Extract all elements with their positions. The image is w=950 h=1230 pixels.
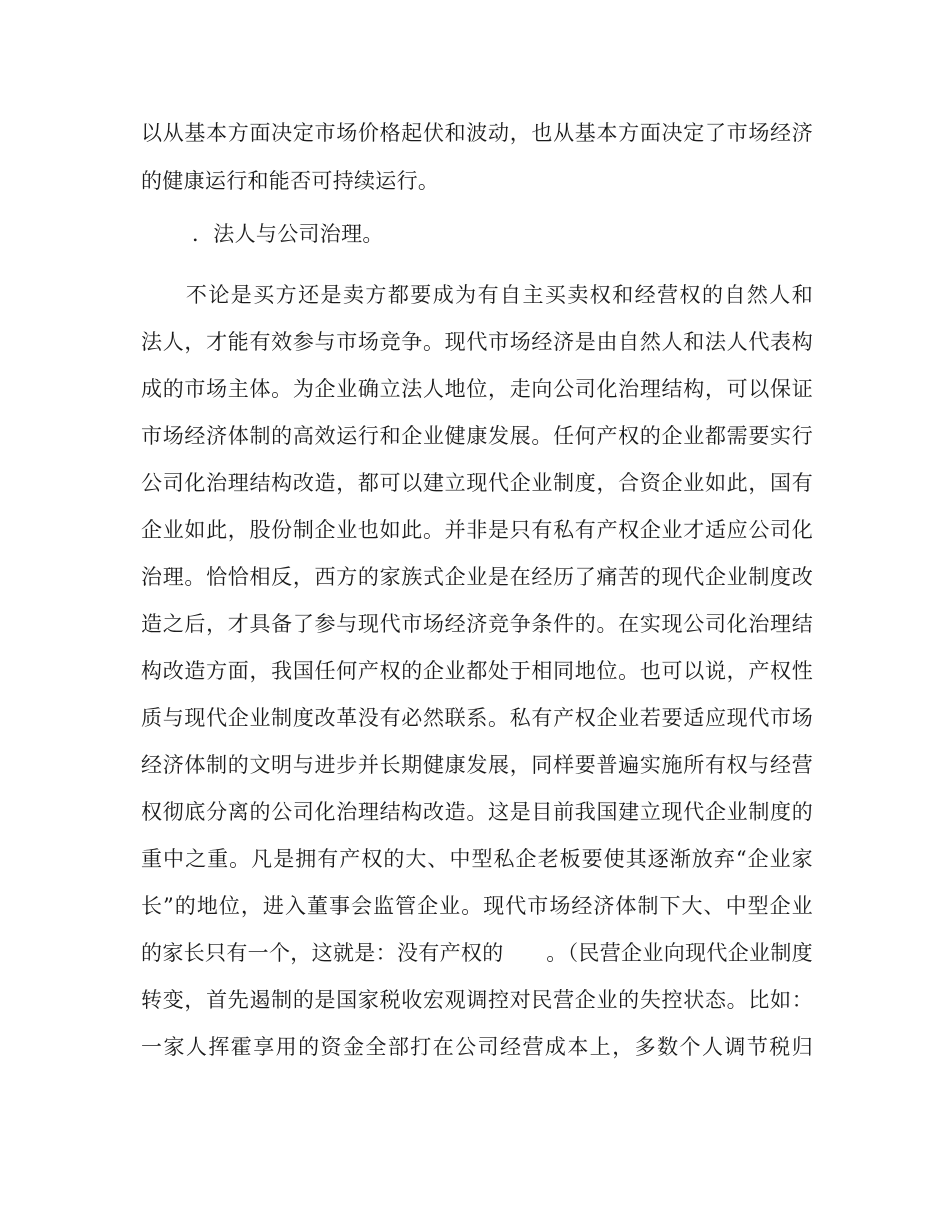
paragraph-2-line-3: 成的市场主体。为企业确立法人地位，走向公司化治理结构，可以保证 xyxy=(141,377,813,401)
paragraph-2-line-16: 转变，首先遏制的是国家税收宏观调控对民营企业的失控状态。比如： xyxy=(141,988,813,1012)
paragraph-1-line-1: 以从基本方面决定市场价格起伏和波动，也从基本方面决定了市场经济 xyxy=(141,121,813,145)
paragraph-2-line-8: 造之后，才具备了参与现代市场经济竞争条件的。在实现公司化治理结 xyxy=(141,612,813,636)
paragraph-2-line-11: 经济体制的文明与进步并长期健康发展，同样要普遍实施所有权与经营 xyxy=(141,753,813,777)
section-heading: ．法人与公司治理。 xyxy=(192,222,384,246)
paragraph-2-line-17: 一家人挥霍享用的资金全部打在公司经营成本上，多数个人调节税归 xyxy=(141,1035,813,1059)
paragraph-2-line-7: 治理。恰恰相反，西方的家族式企业是在经历了痛苦的现代企业制度改 xyxy=(141,565,813,589)
paragraph-2-line-2: 法人，才能有效参与市场竞争。现代市场经济是由自然人和法人代表构 xyxy=(141,330,813,354)
paragraph-2-line-5: 公司化治理结构改造，都可以建立现代企业制度，合资企业如此，国有 xyxy=(141,471,813,495)
paragraph-2-line-4: 市场经济体制的高效运行和企业健康发展。任何产权的企业都需要实行 xyxy=(141,424,813,448)
paragraph-2-line-10: 质与现代企业制度改革没有必然联系。私有产权企业若要适应现代市场 xyxy=(141,706,813,730)
paragraph-1-line-2: 的健康运行和能否可持续运行。 xyxy=(141,169,440,193)
paragraph-2-line-15: 的家长只有一个，这就是：没有产权的 。（民营企业向现代企业制度 xyxy=(141,941,813,965)
paragraph-2-line-1: 不论是买方还是卖方都要成为有自主买卖权和经营权的自然人和 xyxy=(141,283,813,307)
paragraph-2-line-6: 企业如此，股份制企业也如此。并非是只有私有产权企业才适应公司化 xyxy=(141,518,813,542)
paragraph-2-line-14: 长”的地位，进入董事会监管企业。现代市场经济体制下大、中型企业 xyxy=(141,894,813,918)
paragraph-2-line-9: 构改造方面，我国任何产权的企业都处于相同地位。也可以说，产权性 xyxy=(141,659,813,683)
paragraph-2-line-12: 权彻底分离的公司化治理结构改造。这是目前我国建立现代企业制度的 xyxy=(141,800,813,824)
paragraph-2-line-13: 重中之重。凡是拥有产权的大、中型私企老板要使其逐渐放弃“企业家 xyxy=(141,847,813,871)
